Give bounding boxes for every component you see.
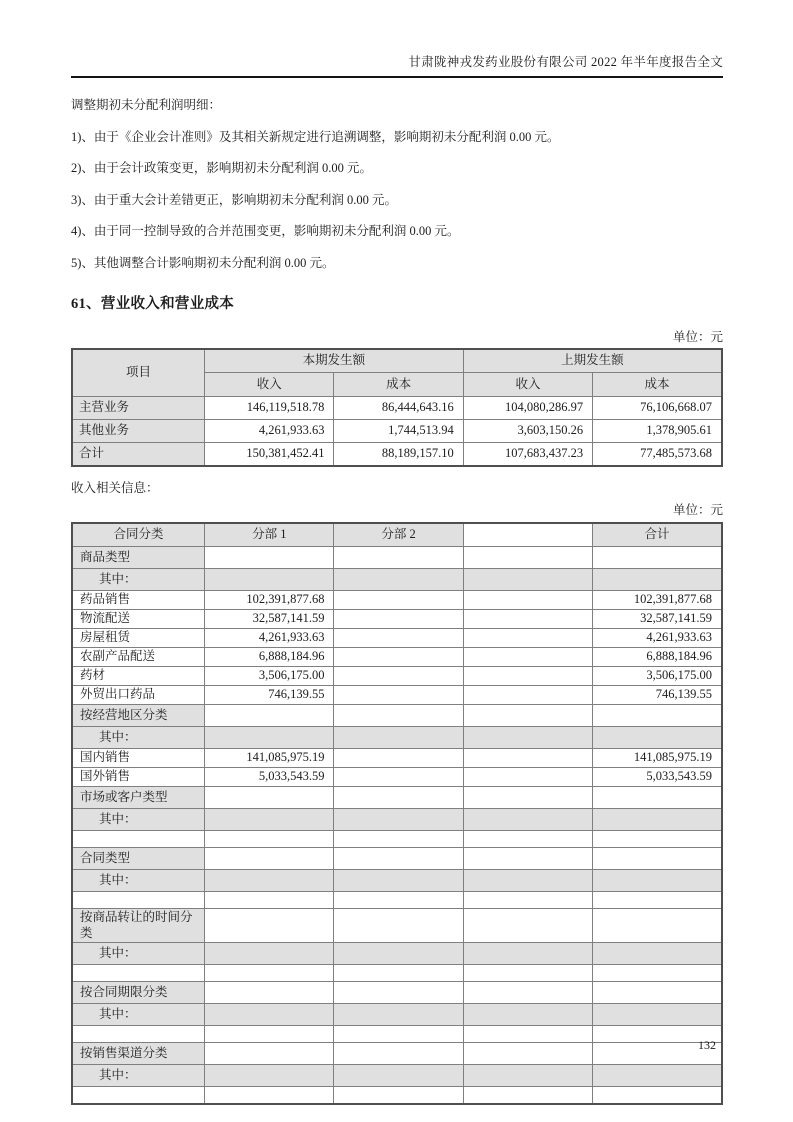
- cell-value: 3,506,175.00: [205, 667, 334, 686]
- cell-value: [334, 648, 463, 667]
- table-row: [72, 610, 722, 629]
- table-row: [72, 420, 722, 443]
- table-header-row: [72, 523, 722, 547]
- cell-value: [463, 610, 592, 629]
- cell-value: 86,444,643.16: [334, 397, 463, 420]
- table-row: [72, 1065, 722, 1087]
- row-label: 其中：: [72, 727, 205, 749]
- contract-classification-table: [71, 522, 723, 1105]
- row-label: 其中：: [72, 870, 205, 892]
- cell-value: [463, 848, 592, 870]
- revenue-cost-table: [71, 348, 723, 467]
- cell-value: [334, 787, 463, 809]
- unit-label-2: 单位：元: [672, 502, 723, 517]
- cell-value: [205, 1026, 334, 1043]
- cell-value: [334, 749, 463, 768]
- table-row: [72, 629, 722, 648]
- cell-value: [593, 892, 722, 909]
- cell-value: 150,381,452.41: [205, 443, 334, 466]
- cell-value: [593, 809, 722, 831]
- row-label: 合同类型: [72, 848, 205, 870]
- cell-value: [205, 705, 334, 727]
- cell-value: 77,485,573.68: [593, 443, 722, 466]
- table-row: [72, 1043, 722, 1065]
- cell-value: [463, 965, 592, 982]
- col-header-income-prior: 收入: [463, 373, 592, 397]
- cell-value: [205, 831, 334, 848]
- cell-value: 141,085,975.19: [205, 749, 334, 768]
- row-label: 其中：: [72, 1004, 205, 1026]
- cell-value: [463, 943, 592, 965]
- cell-value: [593, 547, 722, 569]
- cell-value: [463, 982, 592, 1004]
- cell-value: [205, 1004, 334, 1026]
- row-label: 主营业务: [72, 397, 205, 420]
- cell-value: [334, 809, 463, 831]
- cell-value: [334, 1004, 463, 1026]
- cell-value: 3,603,150.26: [463, 420, 592, 443]
- cell-value: [334, 629, 463, 648]
- cell-value: 6,888,184.96: [205, 648, 334, 667]
- cell-value: 5,033,543.59: [205, 768, 334, 787]
- table-row: [72, 892, 722, 909]
- cell-value: [463, 1004, 592, 1026]
- cell-value: [334, 1043, 463, 1065]
- row-label: 药品销售: [72, 591, 205, 610]
- table-row: [72, 591, 722, 610]
- cell-value: 146,119,518.78: [205, 397, 334, 420]
- row-label: 其他业务: [72, 420, 205, 443]
- cell-value: [463, 547, 592, 569]
- cell-value: [593, 787, 722, 809]
- cell-value: [334, 848, 463, 870]
- cell-value: 746,139.55: [593, 686, 722, 705]
- col-header-contract-class: 合同分类: [72, 523, 205, 547]
- cell-value: [463, 591, 592, 610]
- cell-value: [334, 768, 463, 787]
- table-row: [72, 831, 722, 848]
- cell-value: [593, 727, 722, 749]
- row-label: [72, 831, 205, 848]
- col-header-current-period: 本期发生额: [205, 349, 464, 373]
- row-label: 房屋租赁: [72, 629, 205, 648]
- row-label: 商品类型: [72, 547, 205, 569]
- cell-value: [593, 1065, 722, 1087]
- row-label: 按商品转让的时间分类: [72, 909, 205, 943]
- cell-value: [593, 870, 722, 892]
- cell-value: [463, 667, 592, 686]
- cell-value: [463, 1087, 592, 1104]
- cell-value: 102,391,877.68: [205, 591, 334, 610]
- contract-table-body: [72, 547, 722, 1104]
- cell-value: [463, 831, 592, 848]
- col-header-segment-1: 分部 1: [205, 523, 334, 547]
- cell-value: 5,033,543.59: [593, 768, 722, 787]
- cell-value: [205, 1043, 334, 1065]
- cell-value: [205, 1065, 334, 1087]
- page-number: 132: [698, 1038, 716, 1052]
- cell-value: [205, 1087, 334, 1104]
- cell-value: [593, 705, 722, 727]
- cell-value: 104,080,286.97: [463, 397, 592, 420]
- table-row: [72, 727, 722, 749]
- cell-value: [334, 610, 463, 629]
- cell-value: [463, 629, 592, 648]
- cell-value: [463, 749, 592, 768]
- col-header-cost-current: 成本: [334, 373, 463, 397]
- table-row: [72, 648, 722, 667]
- row-label: 物流配送: [72, 610, 205, 629]
- cell-value: [205, 870, 334, 892]
- table-row: [72, 1004, 722, 1026]
- table-row: [72, 1087, 722, 1104]
- running-header: 甘肃陇神戎发药业股份有限公司 2022 年半年度报告全文: [408, 55, 723, 69]
- cell-value: [334, 831, 463, 848]
- page-content: [71, 0, 723, 1105]
- cell-value: [334, 943, 463, 965]
- table-row: [72, 787, 722, 809]
- cell-value: [463, 569, 592, 591]
- table-row: [72, 705, 722, 727]
- cell-value: [205, 848, 334, 870]
- cell-value: 1,744,513.94: [334, 420, 463, 443]
- cell-value: [205, 787, 334, 809]
- cell-value: [334, 705, 463, 727]
- row-label: 国内销售: [72, 749, 205, 768]
- cell-value: [205, 569, 334, 591]
- adjustment-item-2: 2)、由于会计政策变更，影响期初未分配利润 0.00 元。: [71, 161, 373, 175]
- cell-value: [463, 648, 592, 667]
- cell-value: 32,587,141.59: [205, 610, 334, 629]
- adjustment-item-1: 1)、由于《企业会计准则》及其相关新规定进行追溯调整，影响期初未分配利润 0.00 元。: [71, 129, 560, 144]
- row-label: [72, 965, 205, 982]
- cell-value: 1,378,905.61: [593, 420, 722, 443]
- table-row: [72, 768, 722, 787]
- cell-value: [205, 965, 334, 982]
- cell-value: 4,261,933.63: [205, 420, 334, 443]
- table-row: [72, 667, 722, 686]
- cell-value: 107,683,437.23: [463, 443, 592, 466]
- table-row: [72, 569, 722, 591]
- cell-value: [205, 943, 334, 965]
- cell-value: [463, 727, 592, 749]
- adjustment-item-4: 4)、由于同一控制导致的合并范围变更，影响期初未分配利润 0.00 元。: [71, 224, 460, 238]
- cell-value: [463, 870, 592, 892]
- cell-value: [463, 768, 592, 787]
- unit-label-1: 单位：元: [672, 329, 723, 344]
- col-header-income-current: 收入: [205, 373, 334, 397]
- cell-value: [205, 727, 334, 749]
- row-label: 农副产品配送: [72, 648, 205, 667]
- row-label: 其中：: [72, 943, 205, 965]
- row-label: [72, 1026, 205, 1043]
- cell-value: 4,261,933.63: [593, 629, 722, 648]
- col-header-segment-2: 分部 2: [334, 523, 463, 547]
- table-header-row: [72, 349, 722, 373]
- cell-value: [463, 1065, 592, 1087]
- cell-value: [463, 909, 592, 943]
- cell-value: [463, 892, 592, 909]
- cell-value: [463, 787, 592, 809]
- cell-value: [334, 569, 463, 591]
- cell-value: 88,189,157.10: [334, 443, 463, 466]
- cell-value: [463, 686, 592, 705]
- table-row: [72, 749, 722, 768]
- cell-value: [205, 892, 334, 909]
- table-row: [72, 809, 722, 831]
- table-row: [72, 982, 722, 1004]
- row-label: [72, 1087, 205, 1104]
- row-label: 其中：: [72, 809, 205, 831]
- col-header-total: 合计: [593, 523, 722, 547]
- row-label: 其中：: [72, 569, 205, 591]
- cell-value: 102,391,877.68: [593, 591, 722, 610]
- revenue-cost-table-body: [72, 397, 722, 466]
- table-row: [72, 443, 722, 466]
- table-row: [72, 397, 722, 420]
- table-row: [72, 870, 722, 892]
- cell-value: [593, 569, 722, 591]
- cell-value: [593, 1087, 722, 1104]
- row-label: 按销售渠道分类: [72, 1043, 205, 1065]
- cell-value: [334, 870, 463, 892]
- cell-value: [334, 591, 463, 610]
- section-title: 61、营业收入和营业成本: [71, 295, 235, 312]
- row-label: 合计: [72, 443, 205, 466]
- cell-value: [205, 982, 334, 1004]
- header-divider: [71, 76, 723, 78]
- row-label: 市场或客户类型: [72, 787, 205, 809]
- cell-value: [593, 848, 722, 870]
- table-row: [72, 943, 722, 965]
- cell-value: [205, 909, 334, 943]
- cell-value: [205, 809, 334, 831]
- cell-value: [334, 965, 463, 982]
- cell-value: [334, 1065, 463, 1087]
- col-header-blank: [463, 523, 592, 547]
- cell-value: [593, 943, 722, 965]
- cell-value: [334, 982, 463, 1004]
- table-row: [72, 547, 722, 569]
- adjustment-item-3: 3)、由于重大会计差错更正，影响期初未分配利润 0.00 元。: [71, 192, 398, 207]
- cell-value: [334, 1087, 463, 1104]
- cell-value: 4,261,933.63: [205, 629, 334, 648]
- cell-value: [334, 909, 463, 943]
- row-label: [72, 892, 205, 909]
- cell-value: [593, 831, 722, 848]
- cell-value: 32,587,141.59: [593, 610, 722, 629]
- col-header-prior-period: 上期发生额: [463, 349, 722, 373]
- cell-value: 141,085,975.19: [593, 749, 722, 768]
- cell-value: [593, 1004, 722, 1026]
- row-label: 外贸出口药品: [72, 686, 205, 705]
- cell-value: 76,106,668.07: [593, 397, 722, 420]
- cell-value: 3,506,175.00: [593, 667, 722, 686]
- cell-value: [334, 892, 463, 909]
- adjustment-detail-lead: 调整期初未分配利润明细：: [71, 98, 222, 112]
- col-header-item: 项目: [72, 349, 205, 397]
- row-label: 按经营地区分类: [72, 705, 205, 727]
- table-row: [72, 909, 722, 943]
- col-header-cost-prior: 成本: [593, 373, 722, 397]
- cell-value: [334, 667, 463, 686]
- cell-value: [334, 1026, 463, 1043]
- revenue-info-label: 收入相关信息：: [71, 480, 159, 495]
- table-row: [72, 848, 722, 870]
- cell-value: [334, 686, 463, 705]
- row-label: 其中：: [72, 1065, 205, 1087]
- cell-value: [334, 727, 463, 749]
- cell-value: [593, 965, 722, 982]
- cell-value: [463, 1043, 592, 1065]
- cell-value: [463, 1026, 592, 1043]
- row-label: 药材: [72, 667, 205, 686]
- cell-value: 6,888,184.96: [593, 648, 722, 667]
- table-row: [72, 686, 722, 705]
- cell-value: [205, 547, 334, 569]
- cell-value: [463, 809, 592, 831]
- table-row: [72, 965, 722, 982]
- cell-value: [334, 547, 463, 569]
- cell-value: [593, 909, 722, 943]
- row-label: 国外销售: [72, 768, 205, 787]
- cell-value: [463, 705, 592, 727]
- table-row: [72, 1026, 722, 1043]
- adjustment-item-5: 5)、其他调整合计影响期初未分配利润 0.00 元。: [71, 255, 335, 270]
- cell-value: 746,139.55: [205, 686, 334, 705]
- cell-value: [593, 982, 722, 1004]
- row-label: 按合同期限分类: [72, 982, 205, 1004]
